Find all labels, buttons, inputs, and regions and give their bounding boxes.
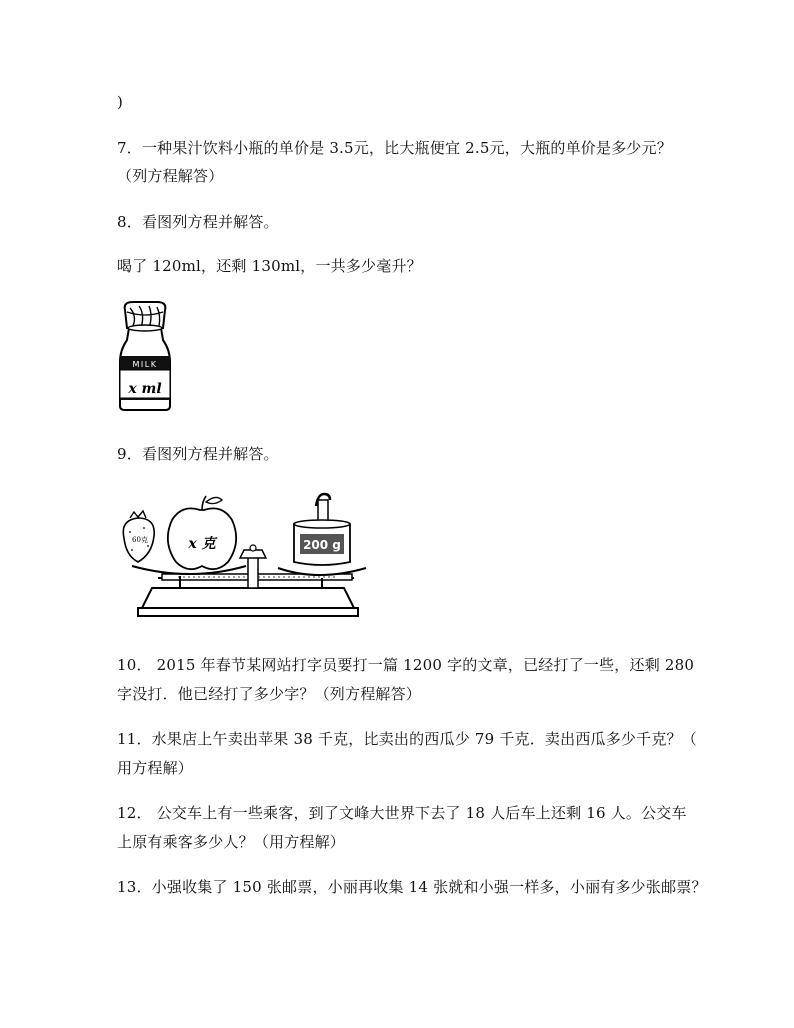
apple-weight-label: x 克 — [188, 536, 216, 552]
question-10: 10． 2015 年春节某网站打字员要打一篇 1200 字的文章，已经打了一些，还剩 280 — [117, 656, 695, 674]
milk-brand-text: MILK — [132, 360, 158, 369]
question-10-cont: 字没打．他已经打了多少字？（列方程解答） — [117, 685, 422, 703]
weight-mass-label: 200 g — [303, 538, 341, 552]
question-13: 13．小强收集了 150 张邮票，小丽再收集 14 张就和小强一样多，小丽有多少张邮票？ — [117, 878, 707, 896]
question-7: 7．一种果汁饮料小瓶的单价是 3.5元，比大瓶便宜 2.5元，大瓶的单价是多少元？ — [117, 139, 672, 157]
question-8-text: 喝了 120ml，还剩 130ml，一共多少毫升？ — [117, 257, 422, 275]
milk-volume-label: x ml — [128, 381, 162, 397]
question-12: 12． 公交车上有一些乘客，到了文峰大世界下去了 18 人后车上还剩 16 人。公交车 — [117, 804, 687, 822]
question-11-cont: 用方程解） — [117, 759, 194, 777]
balance-scale-figure — [118, 490, 376, 622]
question-7-cont: （列方程解答） — [117, 167, 224, 185]
question-8: 8．看图列方程并解答。 — [117, 213, 279, 231]
strawberry-weight-label: 60克 — [132, 536, 148, 544]
milk-bottle-figure — [115, 298, 175, 414]
text-line: ) — [117, 93, 124, 111]
question-11: 11．水果店上午卖出苹果 38 千克，比卖出的西瓜少 79 千克．卖出西瓜多少千克？（ — [117, 730, 697, 748]
question-12-cont: 上原有乘客多少人？（用方程解） — [117, 833, 346, 851]
question-9: 9．看图列方程并解答。 — [117, 445, 279, 463]
